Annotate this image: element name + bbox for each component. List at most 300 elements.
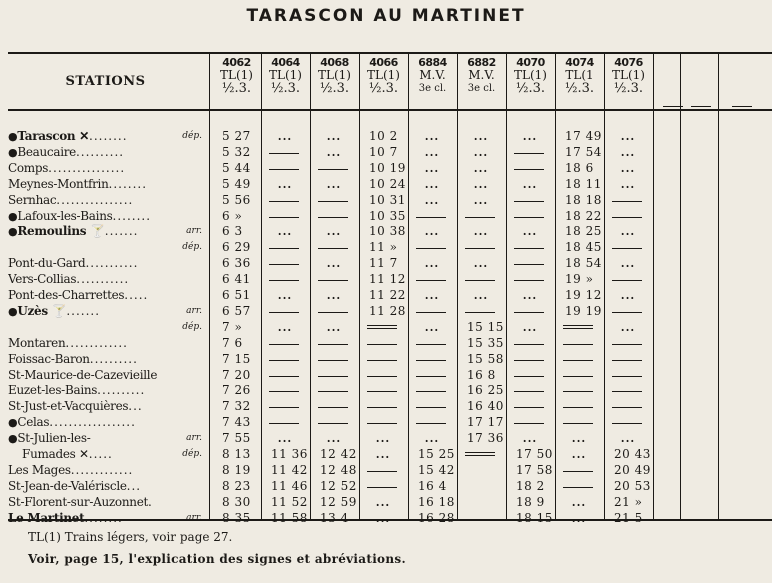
- no-stop-dash: [269, 280, 299, 281]
- time-cell: [604, 304, 653, 319]
- time-value: 17 36: [467, 431, 504, 446]
- table-row: [8, 177, 772, 192]
- time-value: 15 25: [418, 447, 455, 461]
- no-stop-dash: [367, 423, 397, 424]
- train-cls: 3e cl.: [467, 83, 496, 94]
- no-stop-dash: [269, 312, 299, 313]
- no-stop-dash: [612, 423, 642, 424]
- time-cell: [310, 479, 359, 494]
- train-num: 4062: [222, 56, 251, 69]
- time-cell: [604, 431, 653, 446]
- leader-dots: ................: [48, 160, 126, 175]
- time-cell: [555, 177, 604, 192]
- table-row: [8, 304, 772, 319]
- no-stop-dash: [416, 217, 446, 218]
- time-cell: [359, 511, 408, 526]
- no-stop-dash: [514, 423, 544, 424]
- time-cell: [408, 511, 457, 526]
- station-marker-icon: ●: [8, 416, 18, 430]
- station-name: [8, 352, 203, 367]
- time-cell: [604, 129, 653, 144]
- time-cell: [212, 368, 261, 383]
- train-column-header: [555, 56, 604, 95]
- station-label: Vers-Collias: [8, 272, 77, 287]
- time-value: 12 48: [320, 462, 357, 477]
- time-value: 5 44: [222, 160, 251, 175]
- time-value: 18 54: [565, 256, 602, 271]
- no-stop-dash: [563, 391, 593, 392]
- time-cell: [408, 209, 457, 224]
- time-value: 12 59: [320, 494, 357, 509]
- time-cell: [604, 415, 653, 430]
- time-cell: [506, 383, 555, 398]
- train-cls: ½.3.: [613, 81, 644, 96]
- time-cell: [408, 336, 457, 351]
- no-stop-dash: [367, 391, 397, 392]
- no-stop-dash: [563, 407, 593, 408]
- no-stop-dash: [269, 201, 299, 202]
- no-stop-dash: [612, 280, 642, 281]
- time-cell: [457, 240, 506, 255]
- train-type: TL(1): [367, 68, 400, 82]
- no-service-mark: ...: [473, 161, 489, 175]
- no-stop-dash: [318, 169, 348, 170]
- no-stop-dash: [416, 248, 446, 249]
- time-cell: [555, 352, 604, 367]
- time-cell: [310, 193, 359, 208]
- time-cell: [506, 479, 555, 494]
- train-cls: 3e cl.: [418, 83, 447, 94]
- time-cell: [506, 511, 555, 526]
- time-cell: [457, 383, 506, 398]
- time-value: 10 2: [369, 129, 398, 143]
- train-type: TL(1): [318, 68, 351, 82]
- time-cell: [261, 479, 310, 494]
- time-cell: [310, 336, 359, 351]
- table-row: [8, 240, 772, 255]
- time-cell: [457, 431, 506, 446]
- table-row: [8, 336, 772, 351]
- station-name: [8, 479, 203, 494]
- time-cell: [506, 209, 555, 224]
- leader-dots: ...: [126, 478, 142, 493]
- time-cell: [457, 288, 506, 303]
- no-service-mark: ...: [375, 432, 391, 446]
- time-cell: [261, 495, 310, 510]
- time-cell: [555, 193, 604, 208]
- time-value: 18 2: [516, 478, 545, 493]
- station-name: [8, 383, 203, 398]
- table-row: [8, 479, 772, 494]
- time-cell: [261, 209, 310, 224]
- time-cell: [457, 511, 506, 526]
- time-value: 8 30: [222, 494, 251, 509]
- no-stop-dash: [514, 153, 544, 154]
- time-value: 19 12: [565, 288, 602, 302]
- no-stop-dash: [514, 376, 544, 377]
- time-value: 16 40: [467, 399, 504, 414]
- time-cell: [310, 383, 359, 398]
- time-cell: [408, 272, 457, 287]
- no-service-mark: ...: [522, 432, 538, 446]
- station-label: Pont-des-Charrettes: [8, 288, 125, 302]
- leader-dots: ...........: [76, 272, 130, 287]
- table-row: [8, 368, 772, 383]
- leader-dots: ..................: [49, 415, 136, 430]
- train-cls: ½.3.: [319, 81, 350, 96]
- time-cell: [457, 336, 506, 351]
- time-cell: [212, 336, 261, 351]
- time-value: 17 54: [565, 144, 602, 159]
- time-cell: [310, 320, 359, 335]
- no-stop-dash: [612, 391, 642, 392]
- time-cell: [310, 431, 359, 446]
- time-cell: [359, 352, 408, 367]
- time-cell: [310, 288, 359, 303]
- no-stop-dash: [367, 471, 397, 472]
- time-value: 5 27: [222, 129, 251, 143]
- time-cell: [261, 161, 310, 176]
- no-service-mark: ...: [424, 145, 440, 159]
- station-label: Pont-du-Gard: [8, 256, 86, 271]
- no-service-mark: ...: [473, 193, 489, 207]
- time-value: 8 23: [222, 478, 251, 493]
- time-value: 17 50: [516, 447, 553, 461]
- no-service-mark: ...: [424, 432, 440, 446]
- time-cell: [457, 320, 506, 335]
- time-cell: [604, 145, 653, 160]
- leader-dots: .............: [65, 335, 128, 350]
- time-value: 11 »: [369, 240, 398, 255]
- time-cell: [310, 447, 359, 462]
- no-service-mark: ...: [571, 511, 587, 525]
- time-cell: [261, 399, 310, 414]
- no-stop-dash: [514, 360, 544, 361]
- leader-dots: ..........: [97, 383, 146, 398]
- leader-dots: .......: [66, 303, 101, 318]
- no-stop-dash: [563, 471, 593, 472]
- time-value: 8 13: [222, 447, 251, 461]
- table-row: [8, 161, 772, 176]
- train-num: 4074: [565, 56, 594, 69]
- footnote-light-trains: TL(1) Trains légers, voir page 27.: [28, 530, 233, 544]
- time-cell: [359, 320, 408, 335]
- time-value: 20 53: [614, 478, 651, 493]
- station-label: St-Florent-sur-Auzonnet: [8, 494, 149, 509]
- station-name: [8, 399, 203, 414]
- time-value: 5 49: [222, 176, 251, 191]
- no-service-mark: ...: [620, 320, 636, 334]
- time-cell: [212, 240, 261, 255]
- time-cell: [261, 383, 310, 398]
- table-row: [8, 145, 772, 160]
- no-stop-dash: [465, 248, 495, 249]
- time-cell: [212, 447, 261, 462]
- station-name: [8, 495, 203, 510]
- no-stop-dash: [318, 280, 348, 281]
- time-value: 16 8: [467, 367, 496, 382]
- time-value: 19 19: [565, 303, 602, 318]
- time-value: 7 6: [222, 335, 243, 350]
- column-rule: [310, 52, 311, 520]
- time-cell: [506, 447, 555, 462]
- time-cell: [408, 431, 457, 446]
- station-name: [8, 288, 203, 303]
- time-cell: [261, 256, 310, 271]
- table-row: [8, 352, 772, 367]
- table-row: [8, 383, 772, 398]
- time-cell: [261, 240, 310, 255]
- no-stop-dash: [318, 217, 348, 218]
- no-service-mark: ...: [522, 130, 538, 143]
- no-stop-dash: [367, 407, 397, 408]
- time-cell: [212, 129, 261, 144]
- column-rule: [680, 52, 681, 520]
- no-service-mark: ...: [326, 225, 342, 239]
- station-marker-icon: ●: [8, 225, 18, 239]
- time-cell: [408, 161, 457, 176]
- time-cell: [506, 129, 555, 144]
- no-stop-dash: [269, 423, 299, 424]
- train-type: M.V.: [468, 68, 495, 82]
- time-cell: [359, 447, 408, 462]
- time-cell: [555, 240, 604, 255]
- train-column-header: [604, 56, 653, 95]
- time-cell: [359, 177, 408, 192]
- no-stop-dash: [416, 344, 446, 345]
- table-row: [8, 431, 772, 446]
- station-label: St-Jean-de-Valériscle: [8, 478, 127, 493]
- time-value: 18 45: [565, 240, 602, 255]
- arrival-departure-mark: dép.: [182, 131, 202, 141]
- time-cell: [506, 368, 555, 383]
- table-row: [8, 399, 772, 414]
- time-cell: [604, 352, 653, 367]
- time-cell: [310, 177, 359, 192]
- time-cell: [359, 272, 408, 287]
- time-cell: [310, 145, 359, 160]
- time-cell: [261, 368, 310, 383]
- time-value: 20 49: [614, 462, 651, 477]
- no-stop-dash: [416, 376, 446, 377]
- no-stop-dash: [416, 360, 446, 361]
- time-cell: [408, 304, 457, 319]
- time-cell: [408, 463, 457, 478]
- time-cell: [408, 256, 457, 271]
- no-service-mark: ...: [620, 130, 636, 143]
- time-cell: [212, 224, 261, 239]
- no-stop-dash: [563, 360, 593, 361]
- time-cell: [604, 383, 653, 398]
- time-cell: [359, 161, 408, 176]
- no-stop-dash: [465, 217, 495, 218]
- time-value: 11 36: [271, 447, 308, 461]
- terminus-rule: [563, 325, 593, 329]
- no-stop-dash: [269, 153, 299, 154]
- time-cell: [408, 415, 457, 430]
- leader-dots: .......: [104, 224, 139, 239]
- no-stop-dash: [367, 344, 397, 345]
- station-label: Montaren: [8, 335, 66, 350]
- time-cell: [408, 320, 457, 335]
- no-stop-dash: [514, 201, 544, 202]
- no-stop-dash: [367, 487, 397, 488]
- time-cell: [212, 415, 261, 430]
- time-value: 15 58: [467, 351, 504, 366]
- time-cell: [359, 193, 408, 208]
- arrival-departure-mark: dép.: [182, 449, 202, 459]
- time-cell: [212, 463, 261, 478]
- no-service-mark: ...: [375, 448, 391, 461]
- no-stop-dash: [514, 312, 544, 313]
- time-cell: [408, 240, 457, 255]
- leader-dots: ..........: [75, 144, 125, 159]
- no-service-mark: ...: [375, 495, 391, 509]
- time-value: 11 22: [369, 288, 406, 302]
- no-service-mark: ...: [522, 177, 538, 191]
- empty-column-mark: [732, 106, 752, 107]
- time-cell: [555, 304, 604, 319]
- time-value: 18 25: [565, 224, 602, 239]
- time-value: 10 38: [369, 224, 406, 239]
- train-column-header: [212, 56, 261, 95]
- time-cell: [555, 129, 604, 144]
- time-cell: [261, 463, 310, 478]
- train-num: 4070: [516, 56, 545, 69]
- time-cell: [506, 463, 555, 478]
- time-value: 10 31: [369, 192, 406, 207]
- time-cell: [359, 368, 408, 383]
- time-cell: [310, 463, 359, 478]
- time-value: 16 18: [418, 494, 455, 509]
- time-cell: [261, 288, 310, 303]
- stations-column-header: STATIONS: [65, 74, 146, 89]
- time-cell: [506, 240, 555, 255]
- time-cell: [506, 161, 555, 176]
- leader-dots: ........: [89, 129, 128, 143]
- time-cell: [604, 288, 653, 303]
- time-value: 5 56: [222, 192, 251, 207]
- table-row: [8, 209, 772, 224]
- time-value: 7 15: [222, 351, 251, 366]
- time-value: 16 28: [418, 510, 455, 525]
- no-stop-dash: [269, 169, 299, 170]
- time-cell: [457, 129, 506, 144]
- time-cell: [212, 256, 261, 271]
- no-stop-dash: [416, 280, 446, 281]
- time-value: 6 57: [222, 303, 251, 318]
- time-cell: [506, 288, 555, 303]
- no-service-mark: ...: [620, 257, 636, 271]
- time-cell: [555, 447, 604, 462]
- no-service-mark: ...: [620, 161, 636, 175]
- time-value: 18 15: [516, 510, 553, 525]
- time-value: 16 4: [418, 478, 447, 493]
- time-cell: [310, 304, 359, 319]
- time-value: 18 22: [565, 208, 602, 223]
- no-stop-dash: [269, 360, 299, 361]
- time-cell: [212, 383, 261, 398]
- time-value: 11 52: [271, 494, 308, 509]
- no-service-mark: ...: [571, 432, 587, 446]
- time-cell: [408, 177, 457, 192]
- time-cell: [359, 383, 408, 398]
- no-stop-dash: [269, 217, 299, 218]
- time-cell: [261, 511, 310, 526]
- no-service-mark: ...: [326, 320, 342, 334]
- no-service-mark: ...: [620, 432, 636, 446]
- time-cell: [359, 129, 408, 144]
- no-service-mark: ...: [326, 130, 342, 143]
- column-rule: [718, 52, 719, 520]
- time-cell: [506, 352, 555, 367]
- station-name: [8, 145, 203, 160]
- no-service-mark: ...: [424, 320, 440, 334]
- time-cell: [261, 224, 310, 239]
- time-cell: [212, 511, 261, 526]
- no-service-mark: ...: [326, 177, 342, 191]
- time-cell: [310, 256, 359, 271]
- train-cls: ½.3.: [368, 81, 399, 96]
- no-stop-dash: [318, 201, 348, 202]
- time-cell: [457, 368, 506, 383]
- station-label: Euzet-les-Bains: [8, 383, 98, 398]
- station-label: St-Just-et-Vacquières: [8, 399, 129, 414]
- leader-dots: .....: [88, 447, 113, 461]
- time-cell: [212, 495, 261, 510]
- time-cell: [604, 256, 653, 271]
- no-stop-dash: [416, 407, 446, 408]
- time-cell: [261, 193, 310, 208]
- time-cell: [604, 447, 653, 462]
- arrival-departure-mark: arr.: [186, 305, 202, 316]
- time-cell: [555, 336, 604, 351]
- time-cell: [408, 495, 457, 510]
- time-value: 17 49: [565, 129, 602, 143]
- station-marker-icon: ●: [8, 209, 18, 223]
- no-stop-dash: [269, 391, 299, 392]
- time-cell: [604, 511, 653, 526]
- time-cell: [506, 193, 555, 208]
- time-cell: [555, 479, 604, 494]
- time-cell: [506, 431, 555, 446]
- time-cell: [555, 511, 604, 526]
- no-service-mark: ...: [424, 193, 440, 207]
- no-stop-dash: [612, 360, 642, 361]
- time-value: 6 »: [222, 208, 243, 223]
- no-service-mark: ...: [424, 130, 440, 143]
- time-value: 18 9: [516, 494, 545, 509]
- train-column-header: [359, 56, 408, 95]
- time-cell: [506, 495, 555, 510]
- time-cell: [359, 304, 408, 319]
- no-stop-dash: [367, 360, 397, 361]
- no-stop-dash: [318, 312, 348, 313]
- no-stop-dash: [563, 487, 593, 488]
- no-service-mark: ...: [473, 177, 489, 191]
- time-value: 15 42: [418, 462, 455, 477]
- no-stop-dash: [318, 391, 348, 392]
- leader-dots: ................: [56, 192, 134, 207]
- no-service-mark: ...: [375, 511, 391, 525]
- time-cell: [506, 145, 555, 160]
- time-cell: [457, 177, 506, 192]
- column-rule: [359, 52, 360, 520]
- station-name: [8, 415, 203, 430]
- time-value: 7 55: [222, 431, 251, 446]
- no-stop-dash: [514, 264, 544, 265]
- time-cell: [457, 209, 506, 224]
